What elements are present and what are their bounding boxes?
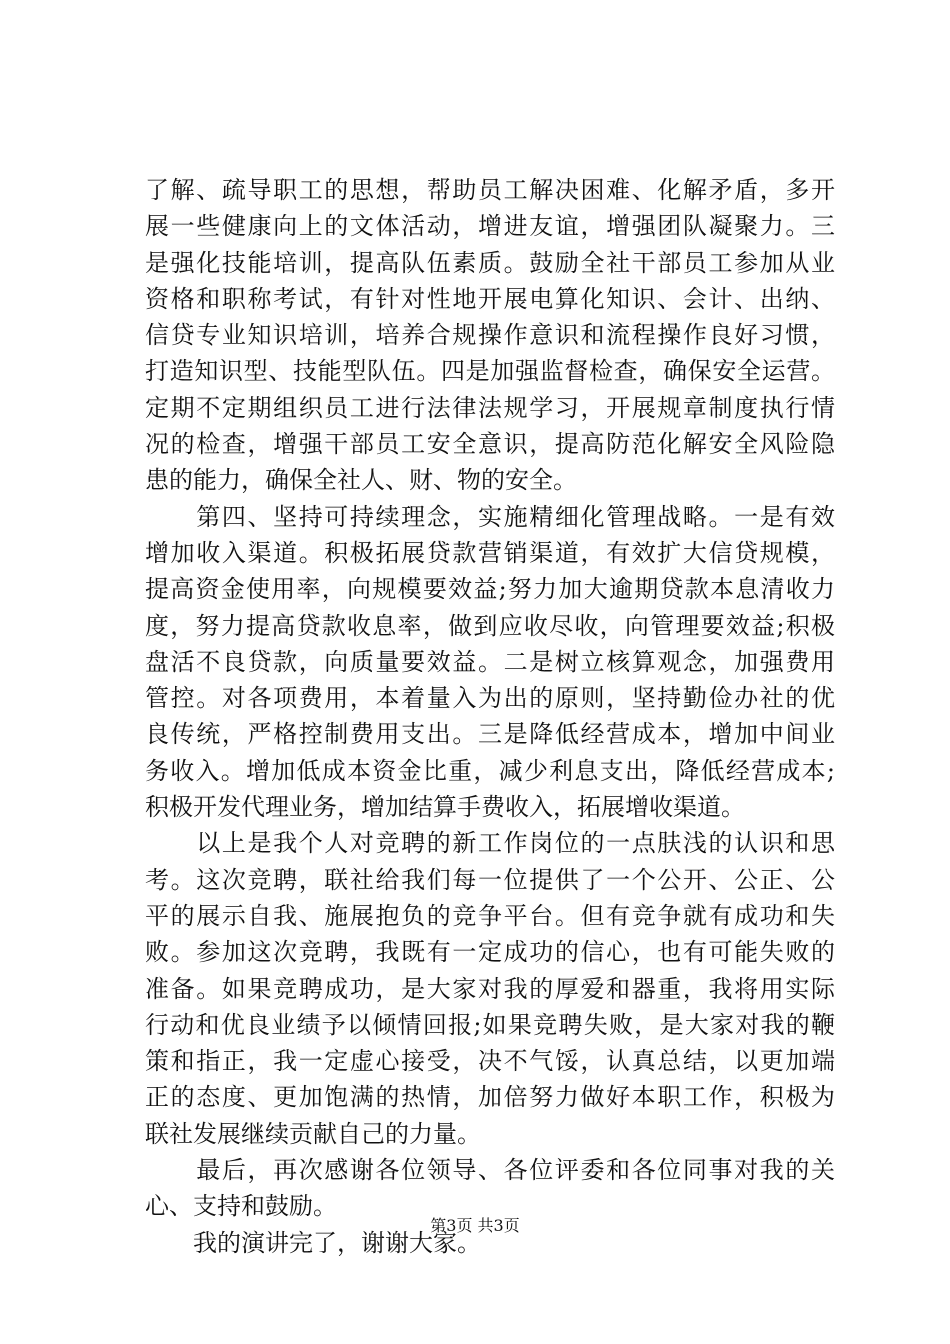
text-line: 打造知识型、技能型队伍。四是加强监督检查，确保安全运营。 — [145, 357, 835, 386]
text-line: 度，努力提高贷款收息率，做到应收尽收，向管理要效益;积极 — [145, 611, 835, 640]
text-line: 准备。如果竞聘成功，是大家对我的厚爱和器重，我将用实际 — [145, 974, 835, 1003]
text-line: 平的展示自我、施展抱负的竞争平台。但有竞争就有成功和失 — [145, 901, 835, 930]
text-line: 考。这次竞聘，联社给我们每一位提供了一个公开、公正、公 — [145, 865, 835, 894]
text-line: 联社发展继续贡献自己的力量。 — [145, 1119, 481, 1148]
text-line: 以上是我个人对竞聘的新工作岗位的一点肤浅的认识和思 — [145, 829, 835, 858]
text-line: 良传统，严格控制费用支出。三是降低经营成本，增加中间业 — [145, 720, 835, 749]
text-line: 最后，再次感谢各位领导、各位评委和各位同事对我的关 — [145, 1156, 835, 1185]
text-line: 信贷专业知识培训，培养合规操作意识和流程操作良好习惯， — [145, 321, 835, 350]
text-line: 患的能力，确保全社人、财、物的安全。 — [145, 466, 577, 495]
text-line: 行动和优良业绩予以倾情回报;如果竞聘失败，是大家对我的鞭 — [145, 1010, 835, 1039]
text-line: 第四、坚持可持续理念，实施精细化管理战略。一是有效 — [145, 502, 835, 531]
text-line: 资格和职称考试，有针对性地开展电算化知识、会计、出纳、 — [145, 284, 835, 313]
document-body — [145, 172, 835, 1261]
text-line: 展一些健康向上的文体活动，增进友谊，增强团队凝聚力。三 — [145, 212, 835, 241]
text-line: 正的态度、更加饱满的热情，加倍努力做好本职工作，积极为 — [145, 1083, 835, 1112]
text-line: 是强化技能培训，提高队伍素质。鼓励全社干部员工参加从业 — [145, 248, 835, 277]
text-line: 定期不定期组织员工进行法律法规学习，开展规章制度执行情 — [145, 393, 835, 422]
text-line: 提高资金使用率，向规模要效益;努力加大逾期贷款本息清收力 — [145, 575, 835, 604]
text-line: 增加收入渠道。积极拓展贷款营销渠道，有效扩大信贷规模， — [145, 538, 835, 567]
text-line: 心、支持和鼓励。 — [145, 1192, 337, 1221]
text-line: 积极开发代理业务，增加结算手费收入，拓展增收渠道。 — [145, 793, 745, 822]
text-line: 了解、疏导职工的思想，帮助员工解决困难、化解矛盾，多开 — [145, 176, 835, 204]
text-line: 策和指正，我一定虚心接受，决不气馁，认真总结，以更加端 — [145, 1047, 835, 1076]
text-line: 盘活不良贷款，向质量要效益。二是树立核算观念，加强费用 — [145, 647, 835, 676]
text-line: 管控。对各项费用，本着量入为出的原则，坚持勤俭办社的优 — [145, 684, 835, 713]
text-line: 败。参加这次竞聘，我既有一定成功的信心，也有可能失败的 — [145, 938, 835, 967]
page-footer: 第3页 共3页 — [430, 1216, 520, 1235]
text-line: 务收入。增加低成本资金比重，减少利息支出，降低经营成本; — [145, 756, 835, 785]
text-line: 况的检查，增强干部员工安全意识，提高防范化解安全风险隐 — [145, 430, 835, 459]
text-line: 我的演讲完了，谢谢大家。 — [145, 1228, 481, 1257]
